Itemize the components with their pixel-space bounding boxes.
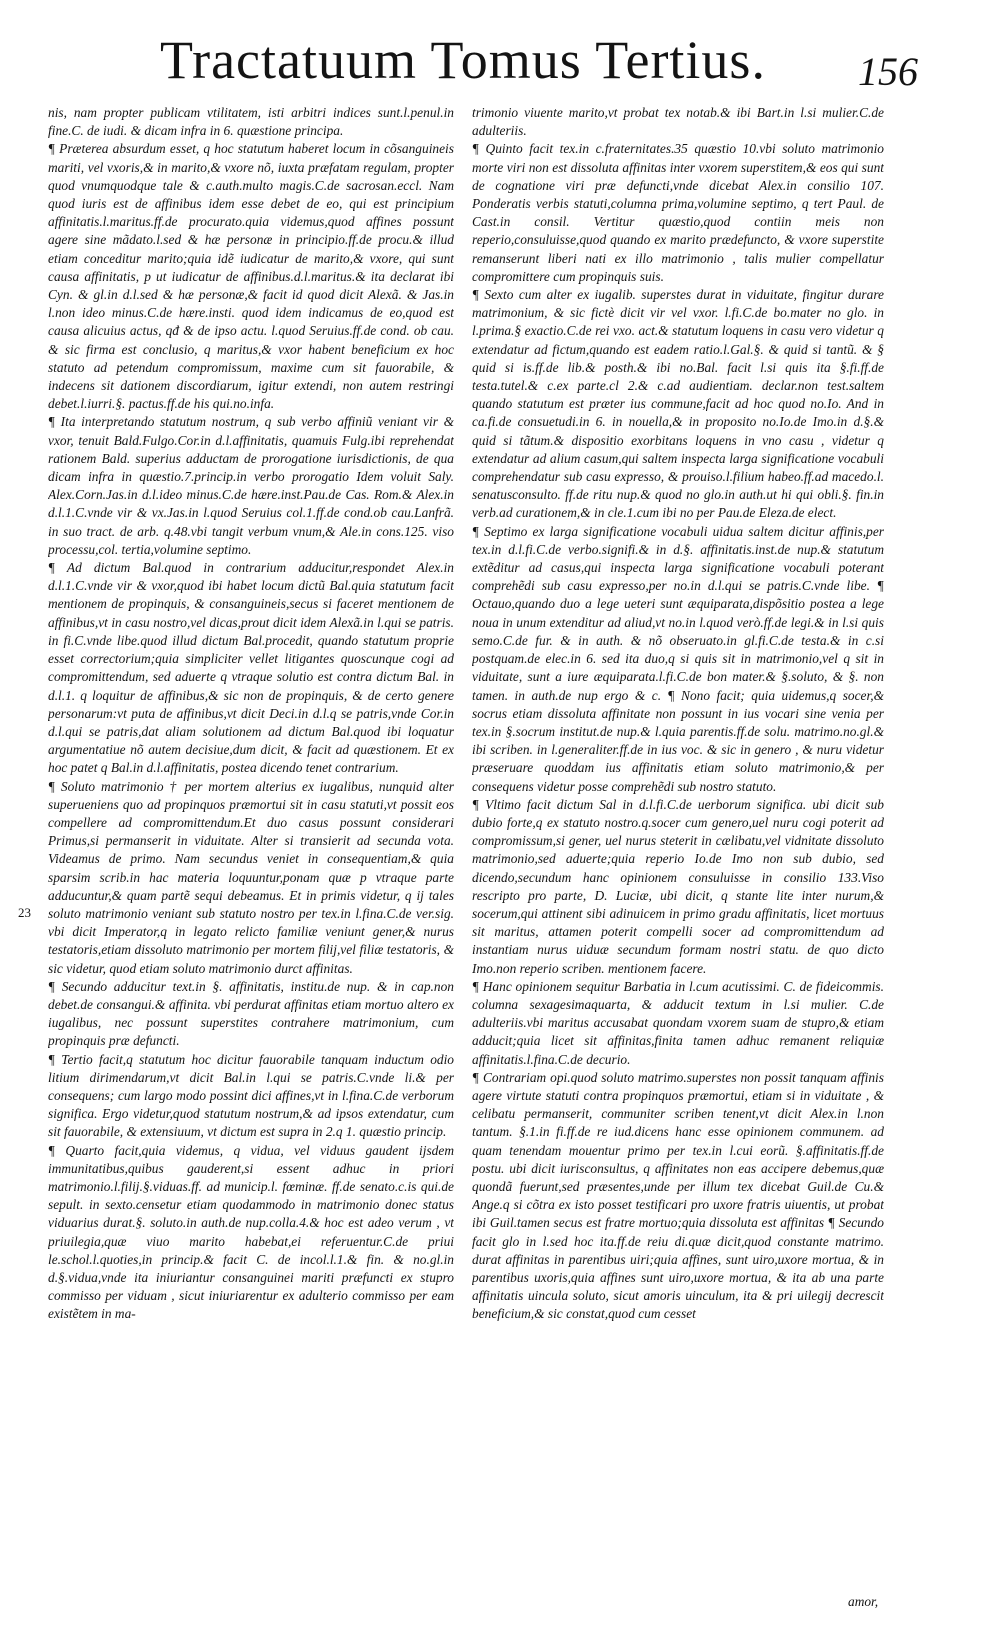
paragraph: ¶ Præterea absurdum esset, q hoc statutum haberet locum in cõsanguineis mariti, vel vxoris,& in marito,& vxore nõ, iuxta præfatam regulam, propter quod vnumquodque tale & c.auth.multo magis.C.de sacrosan.eccl. Nam quod iuris est de affinibus idem esse debet de eo, qui est principium affinitatis.l.maritus.ff.de procurato.quia videmus,quod affines possunt agere sine mãdato.l.sed & hæ personæ in principio.ff.de procu.& illud etiam conceditur marito;quia idẽ iudicatur de marito,& vxore, qui sunt causa affinitatis, p ut iudicatur de affinibus.d.l.maritus.& ita declarat ibi Cyn. & gl.in d.l.sed & hæ personæ,& facit id quod dicit Alexã. & Jas.in l.non ideo minus.C.de hære.insti. quod idem indicamus de eo,quod est causa alicuius actus, qđ & de ipso actu. l.quod Seruius.ff.de cond. ob cau. & sic firma est conclusio, q maritus,& vxor habent beneficium ex hoc statuto ad petendum compromissum, maxime cum sit fauorabile, & indecens sit dationem discordiarum, igitur extendi, non autem restringi debet.l.iurri.§. pactus.ff.de his qui.no.infa. bbox=[48, 141, 454, 412]
paragraph: ¶ Soluto matrimonio † per mortem alterius ex iugalibus, nunquid alter superueniens quo ad propinquos præmortui sit in casu statuti,vt possit eos compellere ad compromittendum.Et duo casus possunt considerari Primus,si permanserit in viduitate. Alter si transierit ad secunda vota. Videamus de primo. Nam secundus veniet in consequentiam,& quia sparsim scrib.in hac materia loquuntur,ponam quæ p vtraque parte adducuntur,& quam partẽ sequi debeamus. Et in primis videtur, q ij tales soluto matrimonio veniant sub statuto nostro per tex.in l.fina.C.de ver.sig. vbi dicit Imperator,q in legato relicto familiæ veniunt gener,& nurus testatoris,etiam dissoluto matrimonio per mortem filij,vel filiæ testatoris, & sic videtur, quod etiam soluto matrimonio durct affinitas. bbox=[48, 778, 454, 976]
paragraph: ¶ Quinto facit tex.in c.fraternitates.35 quæstio 10.vbi soluto matrimonio morte viri non est dissoluta affinitas inter vxorem superstitem,& eos qui sunt de cognatione viri præ defuncti,vnde dicebat Alex.in consilio 107. Ponderatis verbis statuti,columna prima,volumine septimo, q tert Paul. de Cast.in consil. Vertitur quæstio,quod contiin meis non reperio,consuluisse,quod quando ex marito prædefuncto, & vxore superstite remanserunt liberi nati ex illo matrimonio , talis mulier compellatur compromittere cum propinquis suis. bbox=[472, 141, 884, 284]
paragraph: ¶ Septimo ex larga significatione vocabuli uidua saltem dicitur affinis,per tex.in d.l.fi.C.de verbo.signifi.& in d.§. affinitatis.inst.de nup.& statutum extẽditur ad casus,qui inspecta larga significatione vocabuli poterant comprehẽdi sub casu expresso,per no.in d.l.qui se patris.C.vnde libe. ¶ Octauo,quando duo a lege ueteri sunt æquiparata,dispõsitio postea a lege noua in unum extenditur ad aliud,vt no.in l.quod verò.ff.de legi.& in l.si quis semo.C.de fur. & in auth. & nõ obseruato.in gl.fi.C.de testa.& in c.si postquam.de elec.in 6. sed ita duo,q si quis sit in matrimonio,vel q sit in viduitate, sunt a iure æquiparata.l.fi.C.de bon mater.& §.soluto, & §. non tamen. in auth.de nup ergo & c. ¶ Nono facit; quia uidemus,q socer,& socrus etiam dissoluta affinitate non possunt in ius vocari sine venia per tex.in §.socrum institut.de nup.& l.quia parentis.ff.de solu. matrimo.no.gl.& ibi scriben. in l.generaliter.ff.de in ius voc. & sic in genero , & nuru videtur præseruare quoddam ius affinitatis etiam soluto matrimonio,& per consequens videtur posse comprehẽdi sub nostro statuto. bbox=[472, 523, 884, 794]
paragraph: ¶ Quarto facit,quia videmus, q vidua, vel viduus gaudent ijsdem immunitatibus,quibus gauderent,si essent adhuc in priori matrimonio.l.filij.§.viduas.ff. ad municip.l. fœminæ. ff.de senato.c.is qui.de sepult. in sexto.censetur etiam quodammodo in matrimonio donec status viduarius durat.§. soluto.in auth.de nup.colla.4.& hoc est adeo verum , vt priuilegia,quæ viuo marito habebat,ei referuentur.C.de priui le.schol.l.quoties,in princip.& facit C. de incol.l.1.& fin. & no.gl.in d.§.vidua,vnde ita iniuriantur consanguinei mariti præfuncti ex stupro commisso per viduam , sicut iniuriarentur ex adulterio commisso per eam existẽtem in ma- bbox=[48, 1142, 454, 1322]
paragraph: ¶ Vltimo facit dictum Sal in d.l.fi.C.de uerborum significa. ubi dicit sub dubio forte,q ex statuto nostro.q.socer cum genero,uel nuru cogi poterit ad compromissum,si gener, uel nurus steterit in cælibatu,vel vidnitate dissoluto matrimonio,sed aduerte;quia reperio Io.de Imo non sub dubio, sed dicendo,secundum hanc opinionem consuluisse in consilio 133.Viso rescripto pro parte, D. Luciæ, ubi dicit, q stante lite inter nurum,& socerum,qui attinent sibi adinuicem in primo gradu affinitatis, licet mortuus sit maritus, attamen poterit compelli socer ad compromittendum ad instantiam nurus uiduæ secundum formam nostri statu. de quo dicto Imo.non reperio scriben. mentionem facere. bbox=[472, 796, 884, 976]
paragraph: trimonio viuente marito,vt probat tex notab.& ibi Bart.in l.si mulier.C.de adulteriis. bbox=[472, 105, 884, 139]
running-title: Tractatuum Tomus Tertius. bbox=[160, 30, 766, 90]
paragraph: ¶ Sexto cum alter ex iugalib. superstes durat in viduitate, fingitur durare matrimonium, & sic fictè dicit vir vel vxor. l.fi.C.de bo.mater no glo. in l.prima.§ exactio.C.de rei vxo. act.& statutum loquens in casu vero videtur q extendatur ad fictum,quando est eadem ratio.l.Gal.§. & quid si tantũ. & § quid si is.ff.de lib.& posth.& ibi no.Bal. facit l.si quis ita §.fi.ff.de testa.tutel.& c.ex parte.cl 2.& c.ad audientiam. declar.non test.saltem quando statutum est præter ius commune,facit ad hoc quod no.Io. And in ca.fi.de consuetudi.in 6. in nouella,& in proposito no.Io.de Imo.in d.§.& quid si tãtum.& dispositio exorbitans loquens in vno casu , videtur q extendatur ad alium casum,qui saltem inspecta larga significatione vocabuli comprehendatur sub casu expresso, & prouiso.l.filium habeo.ff.ad macedo.l. senatusconsulto. ff.de ritu nup.& quod no glo.in auth.ut hi qui obli.§. fin.in verb.ad curationem,& in cle.1.cum ibi no per Pau.de Eleza.de elect. bbox=[472, 287, 884, 521]
left-column bbox=[48, 104, 454, 1604]
folio-number: 156 bbox=[858, 49, 918, 94]
catchword: amor, bbox=[848, 1594, 879, 1609]
right-column bbox=[472, 104, 884, 1604]
paragraph: ¶ Ita interpretando statutum nostrum, q sub verbo affiniũ veniant vir & vxor, tenuit Bald.Fulgo.Cor.in d.l.affinitatis, quamuis Fulg.ibi reprehendat rationem Bald. superius adductam de prorogatione iurisdictionis, de qua dicam infra in quæstio.7.princip.in verbo prorogatio Idem voluit Saly. Alex.Corn.Jas.in d.l.ideo minus.C.de hære.inst.Pau.de Cas. Rom.& Alex.in d.l.1.C.vnde vir & vx.Jas.in l.quod Seruius col.1.ff.de cond.ob cau.Lanfrã. in suo tract. de arb. q.48.vbi tangit verbum vnum,& Ale.in cons.125. viso processu,col. tertia,volumine septimo. bbox=[48, 414, 454, 557]
paragraph: ¶ Contrariam opi.quod soluto matrimo.superstes non possit tanquam affinis agere virtute statuti contra propinquos præmortui, etiam si in viduitate , & celibatu permanserit, communiter scriben tenent,vt dicit Alex.in l.non tantum. §.1.in fi.ff.de re iud.dicens hanc esse opinionem communem. ad quam tenendam mouentur primo per tex.in l.cui eorũ. §.affinitatis.ff.de postu. ubi dicit iurisconsultus, q affinitates non eas accipere debemus,quæ quondã fuerunt,sed præsentes,unde per illum tex dicebat Guil.de Cu.& Ange.q si cõtra ex isto posset testificari pro uxore fratris uiuentis, ut probat ibi Guil.tamen secus est fratre mortuo;quia dissoluta est affinitas ¶ Secundo facit glo in l.sed hoc ita.ff.de reiu di.quæ dicit,quod constante matrimo. durat affinitas in parentibus uiri;quia affines, sunt uiro,uxore mortua, & in parentibus uxoris,quia affines sunt uiro,uxore mortua, & ita ab una parte affinitatis uincula soluto, sicut amoris uinculum, ita & pri uilegij decrescit beneficium,& sic constat,quod cum cesset bbox=[472, 1069, 884, 1322]
margin-note: 23 bbox=[18, 905, 31, 920]
paragraph: ¶ Secundo adducitur text.in §. affinitatis, institu.de nup. & in cap.non debet.de consangui.& affinita. vbi perdurat affinitas etiam mortuo altero ex iugalibus, nec possunt superstites contrahere matrimonium, cum propinquis præ defuncti. bbox=[48, 978, 454, 1049]
paragraph: ¶ Hanc opinionem sequitur Barbatia in l.cum acutissimi. C. de fideicommis. columna sexagesimaquarta, & adducit textum in l.si mulier. C.de adulteriis.vbi maritus accusabat quondam vxorem suam de stupro,& etiam adducit;quia licet sit affinitas,finita tamen adhuc remanent reliquiæ affinitatis.l.fina.C.de decurio. bbox=[472, 978, 884, 1067]
paragraph: ¶ Tertio facit,q statutum hoc dicitur fauorabile tanquam inductum odio litium dirimendarum,vt dicit Bal.in l.qui se patris.C.vnde li.& per consequens; cum largo modo possint dici affines,vt in l.fina.C.de verborum significa. Ergo videtur,quod statutum nostrum,& ad ipsos extendatur, cum sit fauorabile, & extensiuum, vt dictum est supra in 2.q 1. quæstio princip. bbox=[48, 1051, 454, 1140]
paragraph: nis, nam propter publicam vtilitatem, isti arbitri indices sunt.l.penul.in fine.C. de iudi. & dicam infra in 6. quæstione principa. bbox=[48, 105, 454, 139]
paragraph: ¶ Ad dictum Bal.quod in contrarium adducitur,respondet Alex.in d.l.1.C.vnde vir & vxor,quod ibi habet locum dictũ Bal.quia statutum facit mentionem de propinquis, & consanguineis,secus si faceret mentionem de affinibus,vt in casu nostro,vel dicas,prout dicit idem Alexã.in l.qui se patris. in fi.C.vnde libe.quod illud dictum Bal.procedit, quando statutum proprie esset correctorium;quia simpliciter vellet litigantes quoscunque cogi ad compromittendum, sed aduerte q vtraque solutio est contra dictum Bal. in d.l.1. q loquitur de affinibus,& sic non de propinquis, & de certo genere personarum:vt puta de affinibus,vt dicit Deci.in d.l.q se patris,vnde Cor.in d.l.qui se patris,dat aliam solutionem ad dictum Bal.quod ibi loquatur argumentatiue nõ autem decisiue,dum dicit, & facit ad quæstionem. Et ex hoc patet q Bal.in d.l.affinitatis, postea dicendo tenet contrarium. bbox=[48, 560, 454, 776]
